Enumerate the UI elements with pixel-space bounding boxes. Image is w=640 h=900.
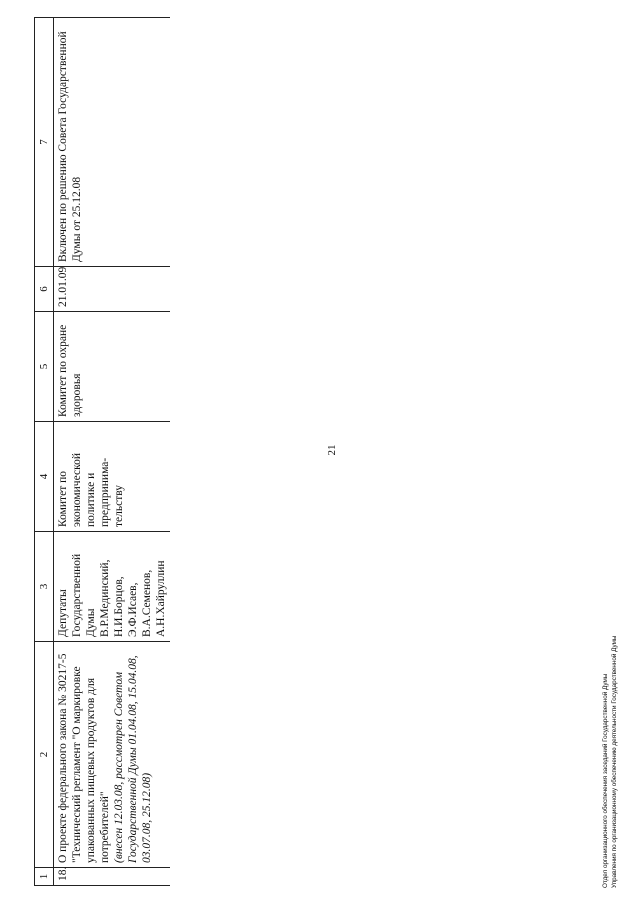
- row-number: 18.: [54, 868, 171, 886]
- footer-line-2: Управления по организационному обеспечению деятельности Государственной Думы: [610, 635, 618, 888]
- committee-line: тельству: [113, 484, 125, 527]
- rotated-table-container: [34, 18, 640, 886]
- committee-line: предпринима-: [99, 457, 111, 527]
- table-row: [54, 18, 171, 886]
- committee-line: экономической: [71, 453, 83, 527]
- co-committee-cell: Комитет по охране здоровья: [54, 312, 171, 422]
- initiator-line: В.Р.Мединский,: [99, 559, 111, 637]
- date-cell: 21.01.09: [54, 267, 171, 312]
- page-number: 21: [326, 444, 338, 456]
- committee-cell: [54, 422, 171, 532]
- initiator-line: Э.Ф.Исаев,: [127, 582, 139, 637]
- header-col-4: 4: [35, 422, 54, 532]
- initiator-line: Депутаты: [57, 589, 69, 637]
- footer-line-1: Отдел организационного обеспечения заседаний Государственной Думы: [602, 673, 609, 888]
- initiator-cell: [54, 532, 171, 642]
- status-cell: Включен по решению Совета Государственной Думы от 25.12.08: [54, 18, 171, 267]
- bill-note: (внесен 12.03.08, рассмотрен Советом Государственной Думы 01.04.08, 15.04.08, 03.07.08, 25.12.08): [113, 655, 153, 863]
- initiator-line: А.Н.Хайруллин: [155, 560, 167, 637]
- header-col-1: 1: [35, 868, 54, 886]
- header-col-3: 3: [35, 532, 54, 642]
- header-col-7: 7: [35, 18, 54, 267]
- initiator-line: В.А.Семенов,: [141, 569, 153, 637]
- initiator-line: Н.И.Борцов,: [113, 576, 125, 637]
- committee-line: Комитет по: [57, 471, 69, 527]
- bills-table: [34, 17, 170, 886]
- header-col-2: 2: [35, 642, 54, 868]
- header-col-5: 5: [35, 312, 54, 422]
- bill-title: О проекте федерального закона № 30217-5 "Технический регламент "О маркировке упакованных пищевых продуктов для потребителей": [57, 653, 111, 863]
- committee-line: политике и: [85, 472, 97, 527]
- header-col-6: 6: [35, 267, 54, 312]
- table-header-row: [35, 18, 54, 886]
- initiator-line: Думы: [85, 608, 97, 637]
- initiator-line: Государственной: [71, 553, 83, 637]
- footer: [602, 636, 619, 888]
- bill-cell: [54, 642, 171, 868]
